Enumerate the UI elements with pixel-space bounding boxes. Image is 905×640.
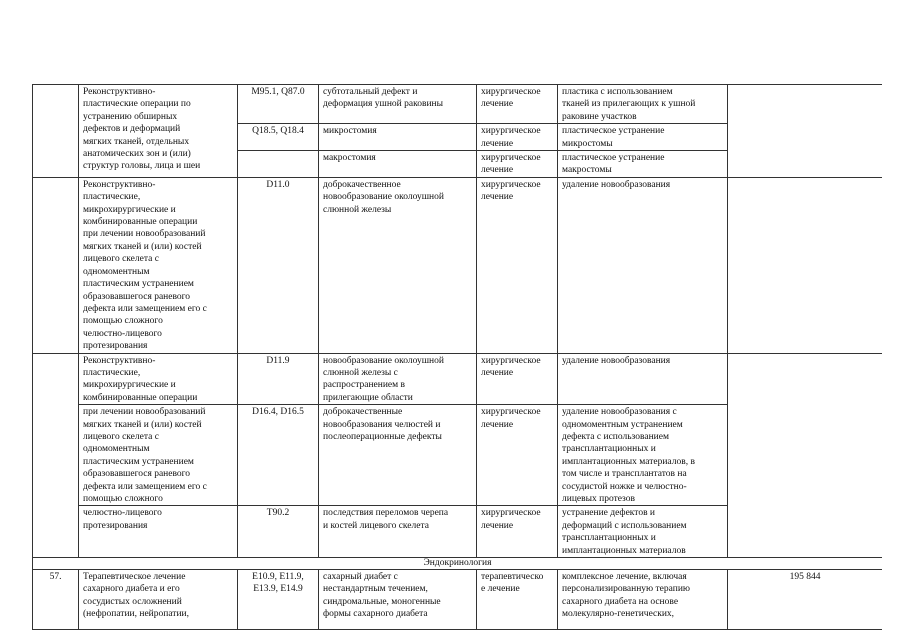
table-row (33, 570, 883, 630)
group-cell: челюстно-лицевого протезирования (79, 506, 238, 558)
code-cell (238, 151, 319, 178)
method-cell: комплексное лечение, включая персонализированную терапию сахарного диабета на основе молекулярно-генетических, (558, 570, 728, 630)
code-cell: D11.0 (238, 177, 319, 353)
cost-cell (728, 353, 883, 558)
table-row (33, 85, 883, 124)
treatment-type-cell: хирургическое лечение (477, 151, 558, 178)
code-cell: D11.9 (238, 353, 319, 405)
treatment-type-cell: хирургическое лечение (477, 506, 558, 558)
table-row (33, 177, 883, 353)
cost-cell (728, 85, 883, 178)
diagnosis-cell: микростомия (319, 124, 477, 151)
table-row (33, 353, 883, 405)
diagnosis-cell: последствия переломов черепа и костей лицевого скелета (319, 506, 477, 558)
code-cell: M95.1, Q87.0 (238, 85, 319, 124)
treatment-type-cell: хирургическое лечение (477, 405, 558, 506)
treatment-type-cell: терапевтическо е лечение (477, 570, 558, 630)
number-cell: 57. (33, 570, 79, 630)
diagnosis-cell: субтотальный дефект и деформация ушной раковины (319, 85, 477, 124)
cost-cell (728, 177, 883, 353)
number-cell (33, 85, 79, 178)
number-cell (33, 353, 79, 558)
method-cell: удаление новообразования (558, 177, 728, 353)
method-cell: пластическое устранение макростомы (558, 151, 728, 178)
group-cell: Терапевтическое лечение сахарного диабета и его сосудистых осложнений (нефропатии, нейропатии, (79, 570, 238, 630)
group-cell: Реконструктивно- пластические, микрохирургические и комбинированные операции при лечении новообразований мягких тканей и (или) костей лицевого скелета с одномоментным пластическим устранением образовавшегося раневого дефекта или замещением его с помощью сложного челюстно-лицевого протезирования (79, 177, 238, 353)
diagnosis-cell: доброкачественные новообразования челюстей и послеоперационные дефекты (319, 405, 477, 506)
diagnosis-cell: доброкачественное новообразование околоушной слюнной железы (319, 177, 477, 353)
section-title: Эндокринология (33, 558, 883, 570)
diagnosis-cell: сахарный диабет с нестандартным течением, синдромальные, моногенные формы сахарного диабета (319, 570, 477, 630)
group-cell: Реконструктивно- пластические операции по устранению обширных дефектов и деформаций мягких тканей, отдельных анатомических зон и (или) структур головы, лица и шеи (79, 85, 238, 178)
method-cell: пластика с использованием тканей из прилегающих к ушной раковине участков (558, 85, 728, 124)
treatment-type-cell: хирургическое лечение (477, 353, 558, 405)
method-cell: удаление новообразования (558, 353, 728, 405)
section-row (33, 558, 883, 570)
group-cell: при лечении новообразований мягких тканей и (или) костей лицевого скелета с одномоментным пластическим устранением образовавшегося раневого дефекта или замещением его с помощью сложного (79, 405, 238, 506)
diagnosis-cell: новообразование околоушной слюнной железы с распространением в прилегающие области (319, 353, 477, 405)
treatment-type-cell: хирургическое лечение (477, 85, 558, 124)
cost-cell: 195 844 (728, 570, 883, 630)
code-cell: E10.9, E11.9, E13.9, E14.9 (238, 570, 319, 630)
treatment-type-cell: хирургическое лечение (477, 124, 558, 151)
method-cell: пластическое устранение микростомы (558, 124, 728, 151)
code-cell: Q18.5, Q18.4 (238, 124, 319, 151)
treatment-type-cell: хирургическое лечение (477, 177, 558, 353)
document-page (32, 84, 882, 640)
method-cell: устранение дефектов и деформаций с использованием трансплантационных и имплантационных материалов (558, 506, 728, 558)
vmp-table (32, 84, 882, 630)
number-cell (33, 177, 79, 353)
code-cell: D16.4, D16.5 (238, 405, 319, 506)
group-cell: Реконструктивно- пластические, микрохирургические и комбинированные операции (79, 353, 238, 405)
method-cell: удаление новообразования с одномоментным устранением дефекта с использованием трансплантационных и имплантационных материалов, в том числе и трансплантатов на сосудистой ножке и челюстно- лицевых протезов (558, 405, 728, 506)
code-cell: T90.2 (238, 506, 319, 558)
diagnosis-cell: макростомия (319, 151, 477, 178)
